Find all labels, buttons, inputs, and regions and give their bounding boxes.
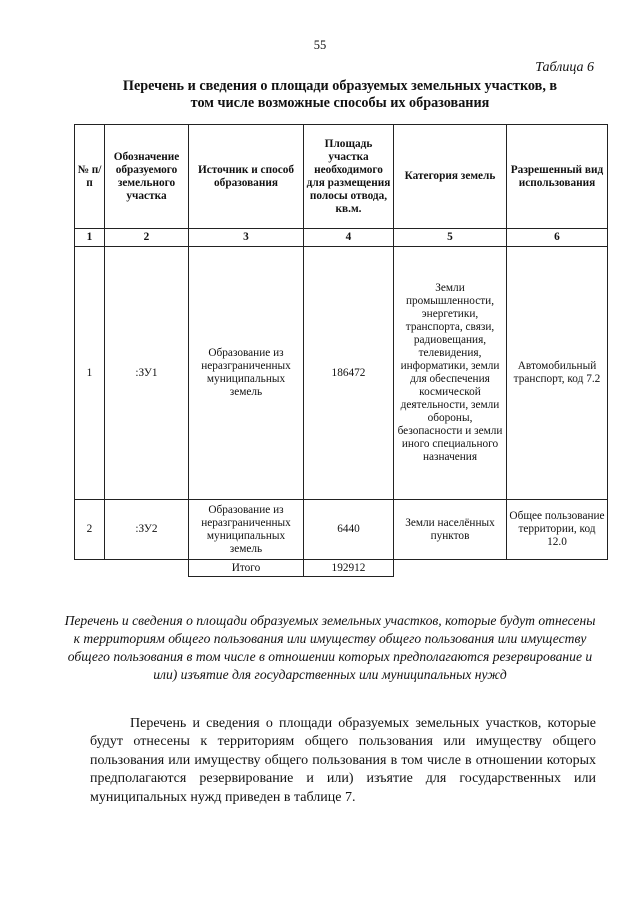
row-number-cell: 1 <box>75 247 105 500</box>
total-row <box>75 560 608 577</box>
column-number-row <box>75 229 608 247</box>
source-cell: Образование из неразграниченных муниципальных земель <box>189 247 304 500</box>
designation-cell: :ЗУ1 <box>105 247 189 500</box>
column-header: Категория земель <box>394 125 507 229</box>
table-title-line: Перечень и сведения о площади образуемых земельных участков, в <box>122 78 558 94</box>
column-number: 5 <box>394 229 507 247</box>
table-header-row <box>75 125 608 229</box>
usage-cell: Общее пользование территории, код 12.0 <box>507 500 608 560</box>
column-header: Обозначение образуемого земельного участка <box>105 125 189 229</box>
category-cell: Земли населённых пунктов <box>394 500 507 560</box>
table-title-line: том числе возможные способы их образования <box>190 95 490 111</box>
empty-cell <box>507 560 608 577</box>
column-header: № п/п <box>75 125 105 229</box>
column-number: 4 <box>304 229 394 247</box>
row-number-cell: 2 <box>75 500 105 560</box>
source-cell: Образование из неразграниченных муниципальных земель <box>189 500 304 560</box>
land-plots-table <box>74 124 608 577</box>
empty-cell <box>75 560 105 577</box>
column-number: 2 <box>105 229 189 247</box>
table-title <box>80 78 600 112</box>
table-row <box>75 500 608 560</box>
usage-cell: Автомобильный транспорт, код 7.2 <box>507 247 608 500</box>
section-heading: Перечень и сведения о площади образуемых земельных участков, которые будут отнесены к территориям общего пользования или имуществу общего пользования или имуществу общего пользования в том числе в отношении которых предполагаются резервирование и или) изъятие для государственных или муниципальных нужд <box>64 613 596 682</box>
column-header: Источник и способ образования <box>189 125 304 229</box>
column-number: 6 <box>507 229 608 247</box>
body-paragraph: Перечень и сведения о площади образуемых земельных участков, которые будут отнесены к территориям общего пользования или имуществу общего пользования или имуществу общего пользования в том числе в отношении которых предполагаются резервирование и или) изъятие для государственных или муниципальных нужд приведен в таблице 7. <box>90 716 596 805</box>
column-number: 1 <box>75 229 105 247</box>
table-row <box>75 247 608 500</box>
empty-cell <box>394 560 507 577</box>
total-label-cell: Итого <box>189 560 304 577</box>
area-cell: 6440 <box>304 500 394 560</box>
area-cell: 186472 <box>304 247 394 500</box>
empty-cell <box>105 560 189 577</box>
column-number: 3 <box>189 229 304 247</box>
designation-cell: :ЗУ2 <box>105 500 189 560</box>
column-header: Площадь участка необходимого для размещения полосы отвода, кв.м. <box>304 125 394 229</box>
category-cell: Земли промышленности, энергетики, транспорта, связи, радиовещания, телевидения, информатики, земли для обеспечения космической деятельности, земли обороны, безопасности и земли иного специального назначения <box>394 247 507 500</box>
table-caption: Таблица 6 <box>535 60 594 75</box>
page-number: 55 <box>313 38 327 52</box>
total-value-cell: 192912 <box>304 560 394 577</box>
column-header: Разрешенный вид использования <box>507 125 608 229</box>
